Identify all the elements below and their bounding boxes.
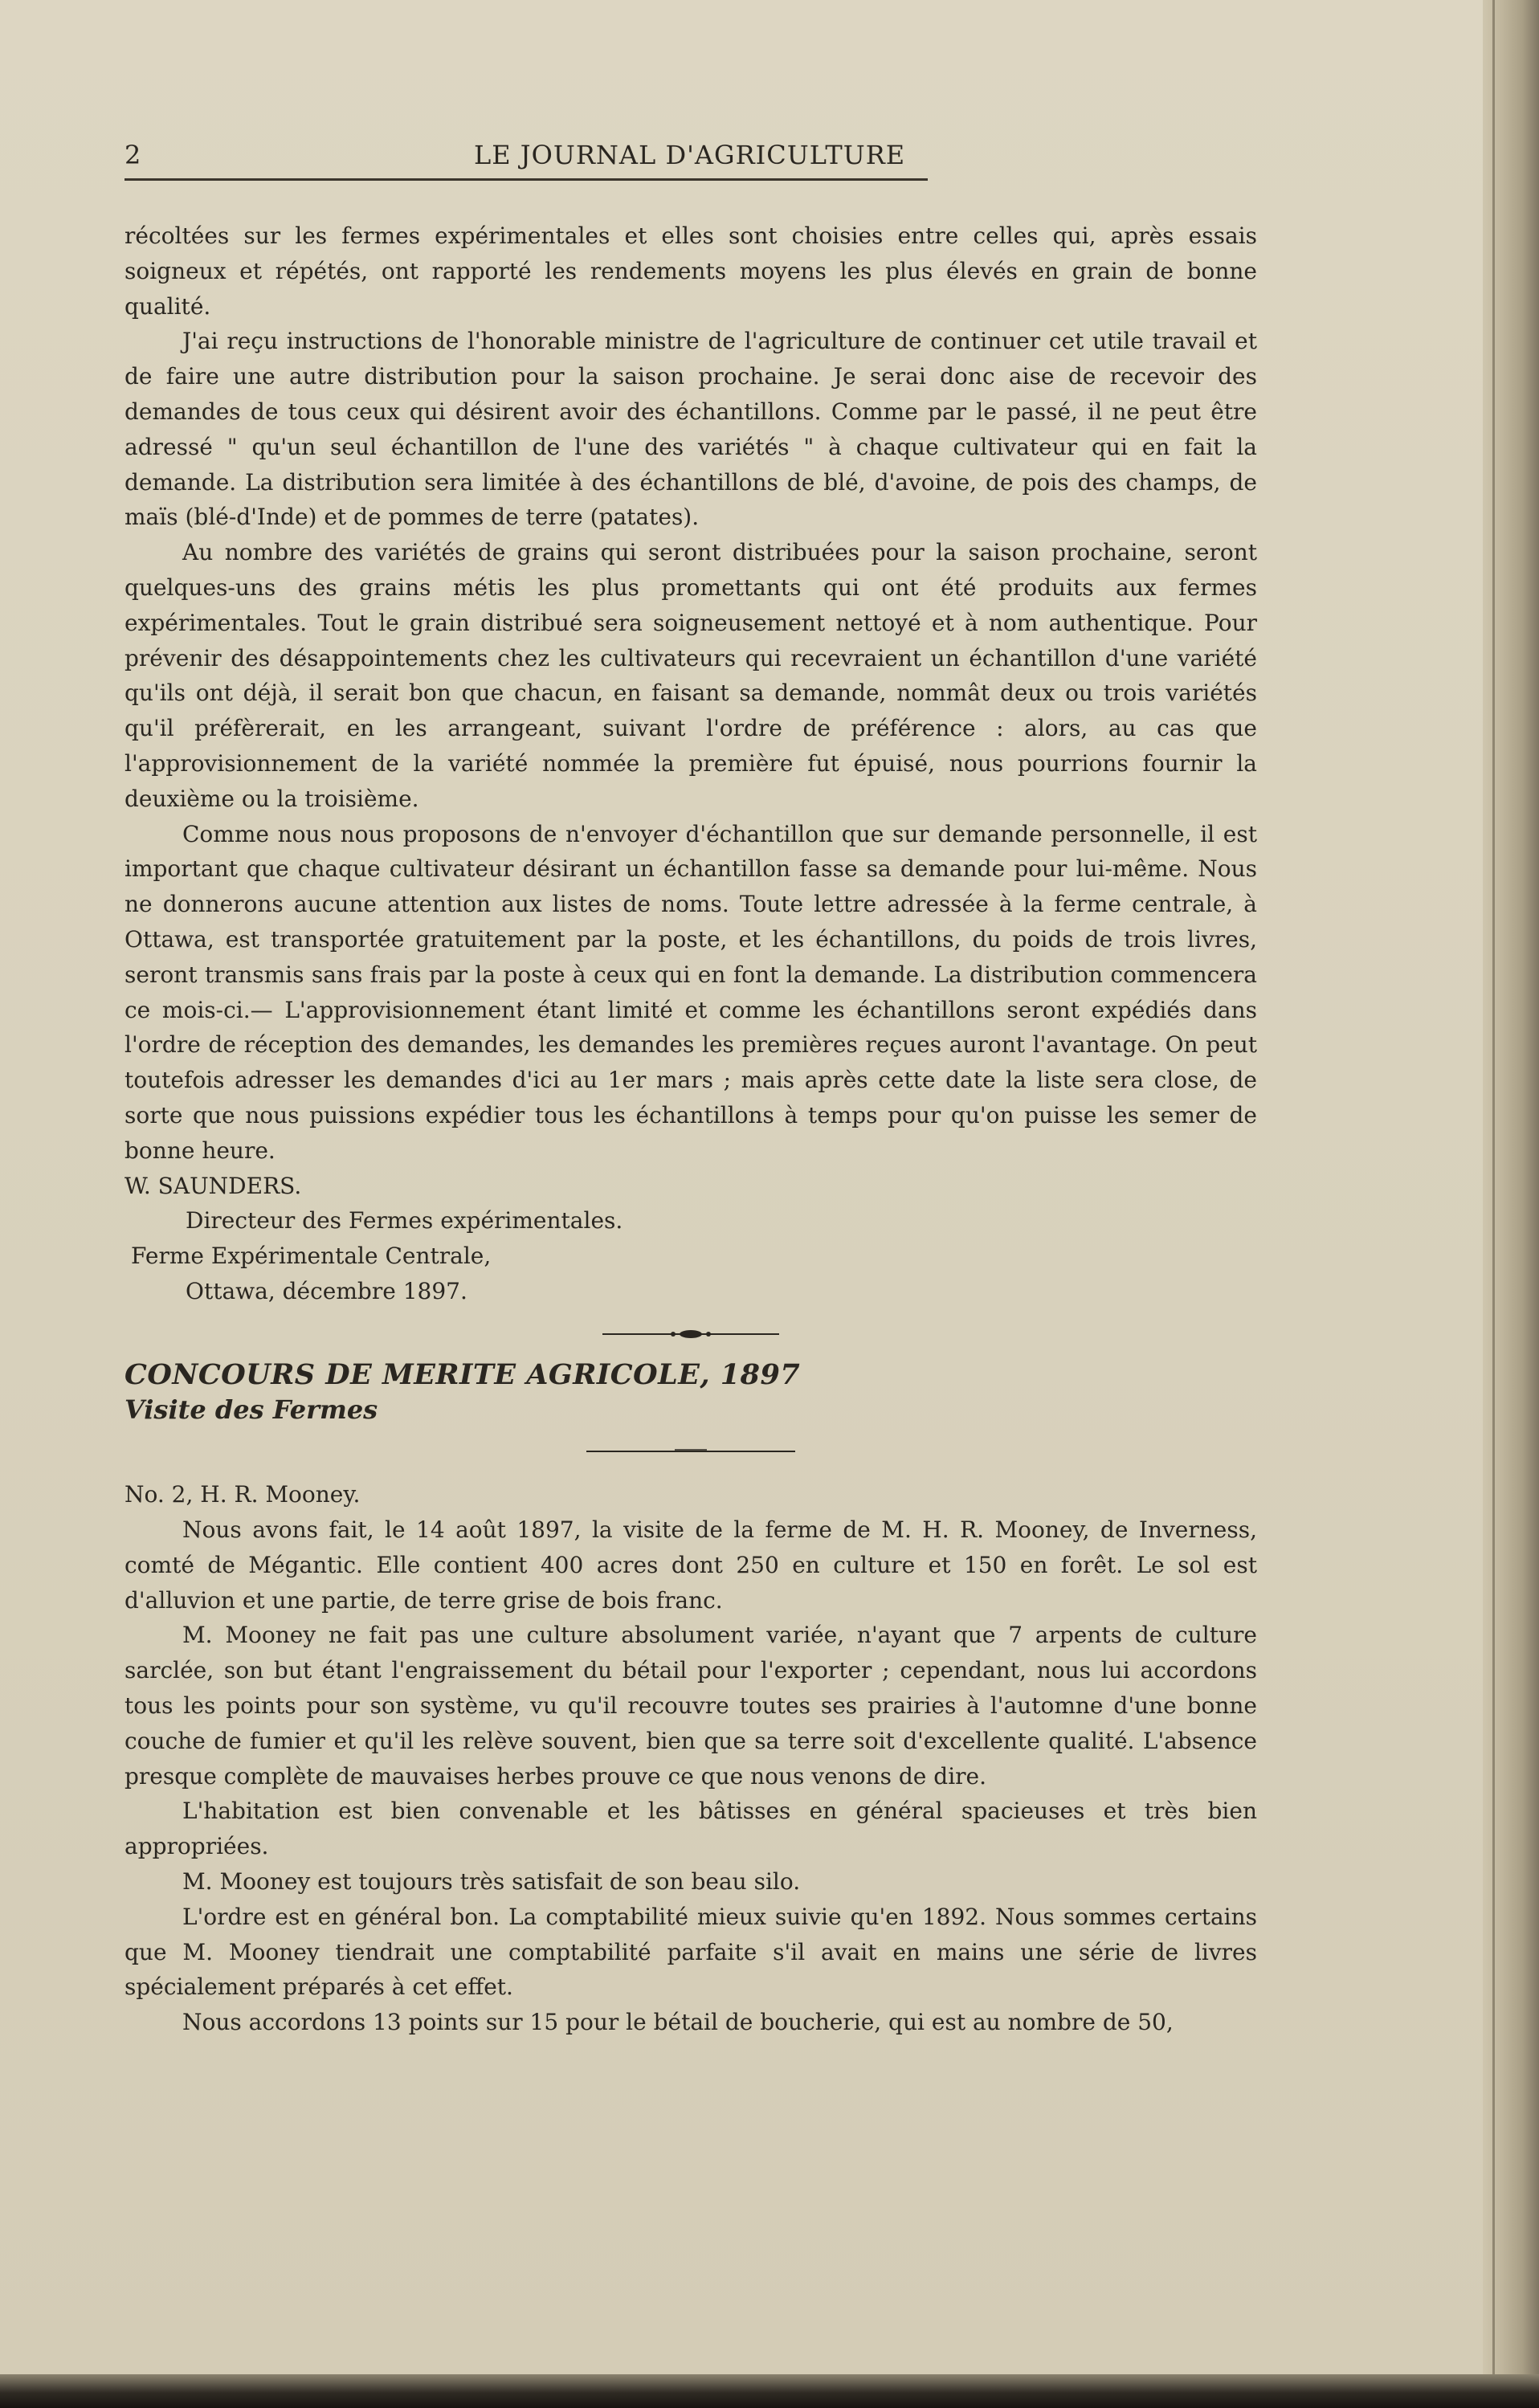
page-header bbox=[125, 138, 928, 181]
article-paragraph: Comme nous nous proposons de n'envoyer d'échantillon que sur demande personnelle, il est important que chaque cultivateur désirant un échantillon fasse sa demande pour lui-même. Nous ne donnerons aucune attention aux listes de noms. Toute lettre adressée à la ferme centrale, à Ottawa, est transportée gratuitement par la poste, et les échantillons, du poids de trois livres, seront transmis sans frais par la poste à ceux qui en font la demande. La distribution commencera ce mois-ci.— L'approvisionnement étant limité et comme les échantillons seront expédiés dans l'ordre de réception des demandes, les demandes les premières reçues auront l'avantage. On peut toutefois adresser les demandes d'ici au 1er mars ; mais après cette date la liste sera close, de sorte que nous puissions expédier tous les échantillons à temps pour qu'on puisse les semer de bonne heure. bbox=[125, 820, 1257, 1164]
article-paragraph: Au nombre des variétés de grains qui seront distribuées pour la saison prochaine, seront quelques-uns des grains métis les plus promettants qui ont été produits aux fermes expérimentales. Tout le grain distribué sera soigneusement nettoyé et à nom authentique. Pour prévenir des désappointements chez les cultivateurs qui recevraient un échantillon d'une variété qu'ils ont déjà, il serait bon que chacun, en faisant sa demande, nommât deux ou trois variétés qu'il préfèrerait, en les arrangeant, suivant l'ordre de préférence : alors, au cas que l'approvisionnement de la variété nommée la première fut épuisé, nous pourrions fournir la deuxième ou la troisième. bbox=[125, 539, 1257, 812]
signature-title: Directeur des Fermes expérimentales. bbox=[186, 1207, 623, 1235]
farm-heading: No. 2, H. R. Mooney. bbox=[125, 1481, 361, 1508]
article-paragraph: J'ai reçu instructions de l'honorable ministre de l'agriculture de continuer cet utile travail et de faire une autre distribution pour la saison prochaine. Je serai donc aise de recevoir des demandes de tous ceux qui désirent avoir des échantillons. Comme par le passé, il ne peut être adressé " qu'un seul échantillon de l'une des variétés " à chaque cultivateur qui en fait la demande. La distribution sera limitée à des échantillons de blé, d'avoine, de pois des champs, de maïs (blé-d'Inde) et de pommes de terre (patates). bbox=[125, 328, 1257, 531]
page-body bbox=[125, 218, 1257, 2040]
section-paragraph: Nous avons fait, le 14 août 1897, la visite de la ferme de M. H. R. Mooney, de Inverness, comté de Mégantic. Elle contient 400 acres dont 250 en culture et 150 en forêt. Le sol est d'alluvion et une partie, de terre grise de bois franc. bbox=[125, 1516, 1257, 1614]
signature-name: W. SAUNDERS. bbox=[125, 1172, 302, 1199]
section-subtitle: Visite des Fermes bbox=[125, 1394, 378, 1425]
signature-date: Ottawa, décembre 1897. bbox=[186, 1277, 467, 1304]
ornament-divider bbox=[602, 1328, 779, 1340]
section-paragraph: M. Mooney est toujours très satisfait de son beau silo. bbox=[182, 1868, 801, 1896]
section-paragraph: Nous accordons 13 points sur 15 pour le bétail de boucherie, qui est au nombre de 50, bbox=[182, 2009, 1174, 2036]
section-paragraph: L'habitation est bien convenable et les bâtisses en général spacieuses et très bien appropriées. bbox=[125, 1798, 1257, 1860]
running-title: LE JOURNAL D'AGRICULTURE bbox=[474, 140, 906, 170]
section-title: CONCOURS DE MERITE AGRICOLE, 1897 bbox=[125, 1357, 801, 1391]
signature-place: Ferme Expérimentale Centrale, bbox=[131, 1243, 492, 1270]
short-rule-divider bbox=[586, 1448, 795, 1455]
section-paragraph: M. Mooney ne fait pas une culture absolument variée, n'ayant que 7 arpents de culture sarclée, son but étant l'engraissement du bétail pour l'exporter ; cependant, nous lui accordons tous les points pour son système, vu qu'il recouvre toutes ses prairies à l'automne d'une bonne couche de fumier et qu'il les relève souvent, bien que sa terre soit d'excellente qualité. L'absence presque complète de mauvaises herbes prouve ce que nous venons de dire. bbox=[125, 1622, 1257, 1790]
article-paragraph: récoltées sur les fermes expérimentales et elles sont choisies entre celles qui, après essais soigneux et répétés, ont rapporté les rendements moyens les plus élevés en grain de bonne qualité. bbox=[125, 222, 1257, 320]
bottom-edge-shadow bbox=[0, 2374, 1539, 2408]
book-spine-shadow bbox=[1483, 0, 1539, 2408]
section-paragraph: L'ordre est en général bon. La comptabilité mieux suivie qu'en 1892. Nous sommes certains que M. Mooney tiendrait une comptabilité parfaite s'il avait en mains une série de livres spécialement préparés à cet effet. bbox=[125, 1903, 1257, 2001]
page-number: 2 bbox=[125, 140, 141, 170]
